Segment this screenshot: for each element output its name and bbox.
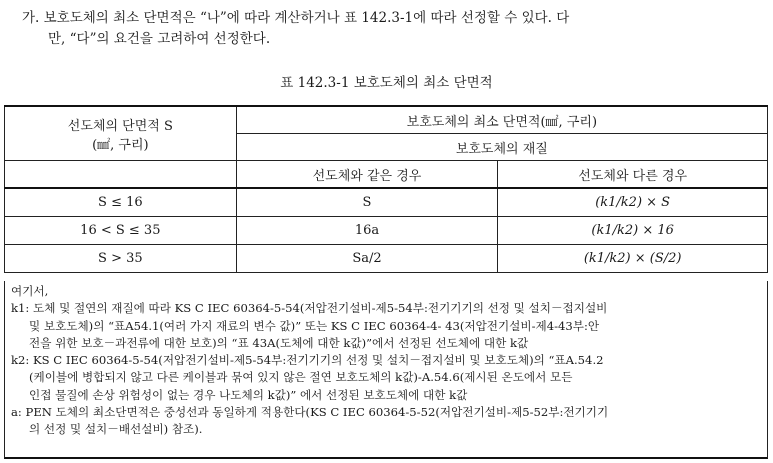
row3-cond: S > 35 [5, 245, 237, 273]
table-row [5, 217, 768, 245]
note-k1-label: k1: [11, 301, 30, 316]
min-cross-section-table [4, 105, 768, 273]
note-a-label: a: [11, 405, 22, 420]
table-notes [4, 281, 768, 459]
row2-cond: 16 < S ≤ 35 [5, 217, 237, 245]
note-k2-label: k2: [11, 353, 30, 368]
row1-cond: S ≤ 16 [5, 188, 237, 217]
subgroup-header: 보호도체의 재질 [236, 134, 767, 161]
table-caption: 표 142.3-1 보호도체의 최소 단면적 [280, 75, 493, 91]
note-a-line1: a: PEN 도체의 최소단면적은 중성선과 동일하게 적용한다(KS C IEC 60364-5-52(저압전기설비-제5-52부:전기기기 [11, 405, 609, 420]
note-k2-line1: k2: KS C IEC 60364-5-54(저압전기설비-제5-54부:전기기기의 선정 및 설치－접지설비 및 보호도체)의 “표A.54.2 [11, 353, 604, 368]
col1-header-line2: (㎟, 구리) [92, 137, 149, 153]
row3-diff: (k1/k2) × (S/2) [498, 245, 768, 273]
note-k2-line2: (케이블에 병합되지 않고 다른 케이블과 묶여 있지 않은 절연 보호도체의 k값)-A.54.6(제시된 온도에서 모든 [29, 370, 573, 385]
note-a-line2: 의 선정 및 설치－배선설비) 참조). [29, 422, 203, 437]
col2-header: 선도체와 같은 경우 [236, 161, 498, 189]
row2-same: 16a [236, 217, 498, 245]
notes-intro: 여기서, [11, 284, 49, 298]
note-k1-line3: 전을 위한 보호－과전류에 대한 보호)의 “표 43A(도체에 대한 k값)”에서 선정된 선도체에 대한 k값 [29, 335, 529, 350]
col3-header: 선도체와 다른 경우 [498, 161, 768, 189]
note-k1-line2: 및 보호도체)의 “표A54.1(여러 가지 재료의 변수 값)” 또는 KS C IEC 60364-4- 43(저압전기설비-제4-43부:안 [29, 318, 600, 333]
row1-diff: (k1/k2) × S [498, 188, 768, 217]
row3-same: Sa/2 [236, 245, 498, 273]
row2-diff: (k1/k2) × 16 [498, 217, 768, 245]
note-k1-line1: k1: 도체 및 절연의 재질에 따라 KS C IEC 60364-5-54(저압전기설비-제5-54부:전기기기의 선정 및 설치－접지설비 [11, 301, 608, 316]
table-row [5, 188, 768, 217]
table-row [5, 245, 768, 273]
group-header: 보호도체의 최소 단면적(㎟, 구리) [236, 106, 767, 134]
col1-header [5, 106, 237, 161]
intro-line-1: 가. 보호도체의 최소 단면적은 “나”에 따라 계산하거나 표 142.3-1에 따라 선정할 수 있다. 다 [22, 10, 570, 26]
col1-header-line1: 선도체의 단면적 S [67, 118, 173, 134]
row1-same: S [236, 188, 498, 217]
intro-paragraph [22, 8, 766, 50]
intro-line-2: 만, “다”의 요건을 고려하여 선정한다. [48, 31, 271, 47]
col1-header-spacer [5, 161, 237, 189]
note-k2-line3: 인접 물질에 손상 위험성이 없는 경우 나도체의 k값)” 에서 선정된 보호도체에 대한 k값 [29, 387, 468, 402]
